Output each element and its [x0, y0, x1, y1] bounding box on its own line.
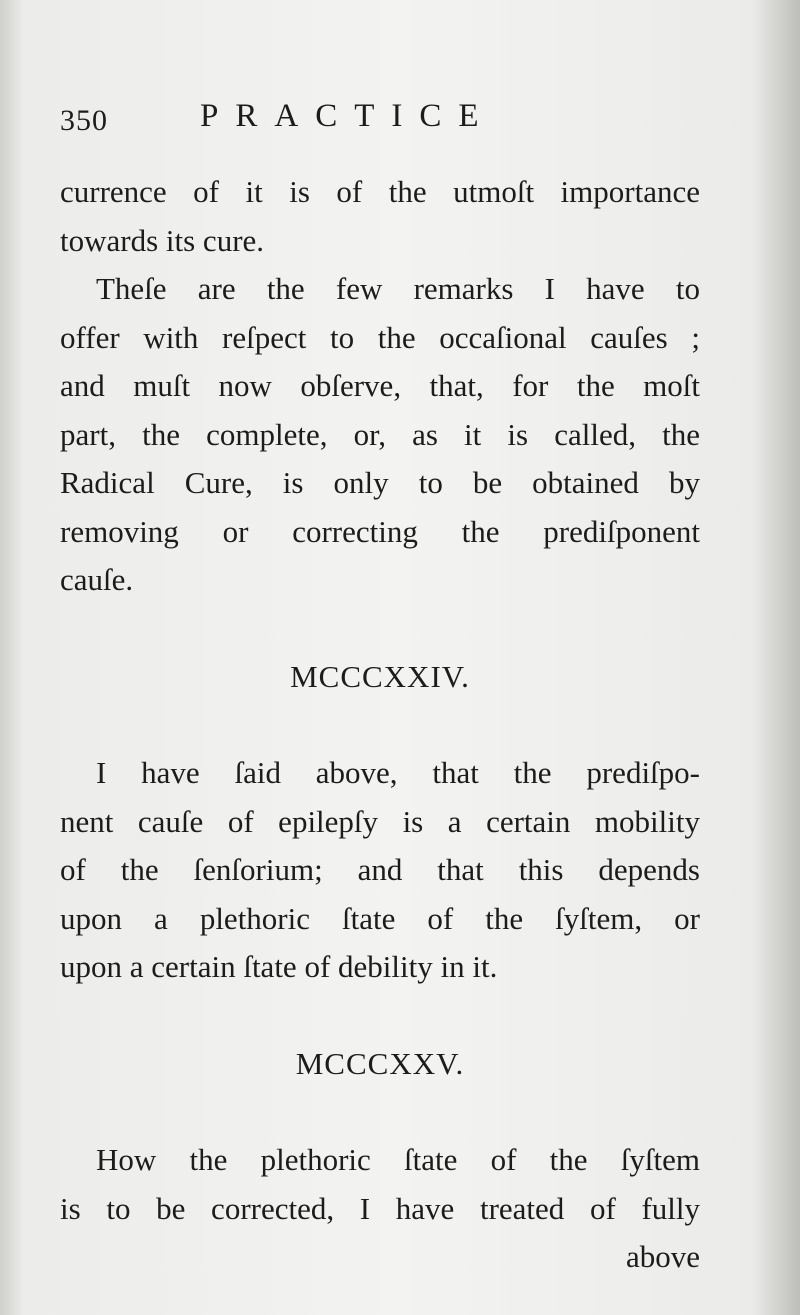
- show-through-texture: [70, 55, 730, 103]
- text-line: I have ſaid above, that the prediſpo-: [96, 755, 700, 790]
- body-text: [60, 168, 700, 1282]
- text-line: nent cauſe of epilepſy is a certain mobility: [60, 803, 700, 839]
- paragraph: [60, 1136, 700, 1233]
- section-heading: MCCCXXIV.: [290, 658, 470, 694]
- paragraph: [60, 749, 700, 992]
- running-title: PRACTICE: [200, 98, 496, 134]
- text-line: of the ſenſorium; and that this depends: [60, 852, 700, 887]
- page-header: [60, 98, 700, 142]
- text-line: removing or correcting the prediſponent: [60, 513, 700, 549]
- text-line: upon a certain ſtate of debility in it.: [60, 949, 498, 984]
- text-line: currence of it is of the utmoſt importance: [60, 174, 700, 209]
- text-line: offer with reſpect to the occaſional cauſes ;: [60, 319, 700, 355]
- page-number: 350: [60, 104, 108, 137]
- text-line: and muſt now obſerve, that, for the moſt: [60, 368, 700, 403]
- text-line: upon a plethoric ſtate of the ſyſtem, or: [60, 900, 700, 936]
- text-line: Radical Cure, is only to be obtained by: [60, 465, 700, 500]
- paragraph: [60, 168, 700, 265]
- text-line: part, the complete, or, as it is called, the: [60, 416, 700, 452]
- paragraph: [60, 265, 700, 605]
- text-line: cauſe.: [60, 562, 134, 597]
- text-line: How the plethoric ſtate of the ſyſtem: [96, 1142, 700, 1177]
- text-line: towards its cure.: [60, 222, 265, 258]
- catchword: above: [625, 1239, 700, 1274]
- section-heading: MCCCXXV.: [295, 1045, 465, 1081]
- text-line: is to be corrected, I have treated of fully: [60, 1190, 700, 1226]
- text-line: Theſe are the few remarks I have to: [96, 271, 700, 306]
